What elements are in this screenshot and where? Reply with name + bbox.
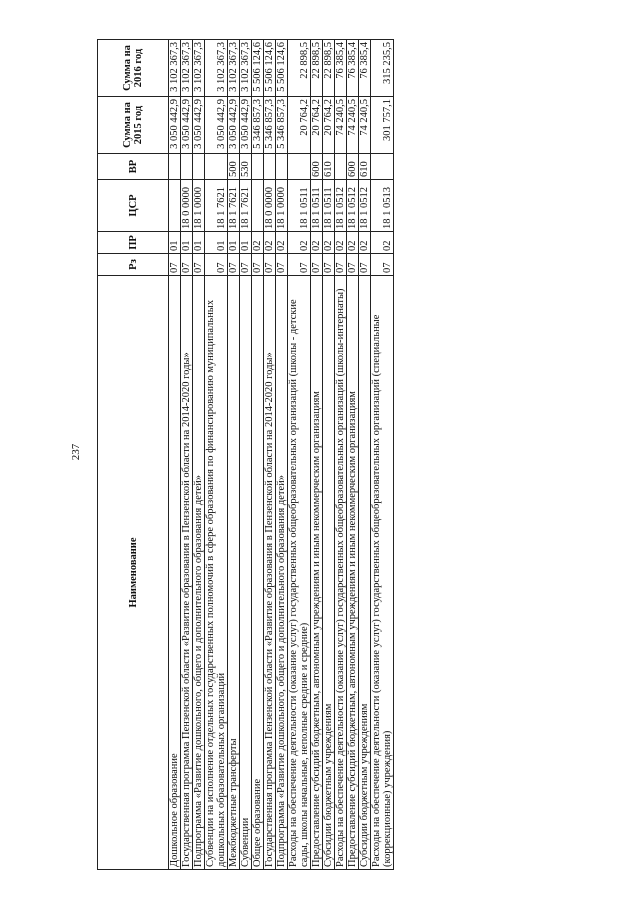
cell-rz: 07 bbox=[371, 254, 394, 276]
cell-name: Подпрограмма «Развитие дошкольного, общего и дополнительного образования детей» bbox=[193, 276, 205, 870]
cell-vr bbox=[205, 154, 228, 180]
cell-csr bbox=[252, 180, 264, 232]
cell-sum-2016: 76 385,4 bbox=[335, 40, 347, 97]
cell-vr: 530 bbox=[240, 154, 252, 180]
cell-pr: 01 bbox=[205, 232, 228, 254]
cell-sum-2015: 20 764,2 bbox=[288, 97, 311, 154]
cell-csr: 18 1 0000 bbox=[276, 180, 288, 232]
cell-rz: 07 bbox=[252, 254, 264, 276]
cell-sum-2016: 315 235,5 bbox=[371, 40, 394, 97]
cell-sum-2015: 3 050 442,9 bbox=[181, 97, 193, 154]
table-row bbox=[228, 40, 240, 870]
header-sum-2015: Сумма на 2015 год bbox=[98, 97, 169, 154]
cell-rz: 07 bbox=[276, 254, 288, 276]
cell-rz: 07 bbox=[288, 254, 311, 276]
cell-rz: 07 bbox=[228, 254, 240, 276]
cell-csr: 18 0 0000 bbox=[264, 180, 276, 232]
cell-csr: 18 0 0000 bbox=[181, 180, 193, 232]
cell-rz: 07 bbox=[347, 254, 359, 276]
cell-sum-2016: 3 102 367,3 bbox=[205, 40, 228, 97]
cell-pr: 02 bbox=[335, 232, 347, 254]
cell-sum-2016: 3 102 367,3 bbox=[193, 40, 205, 97]
cell-sum-2015: 3 050 442,9 bbox=[228, 97, 240, 154]
cell-pr: 01 bbox=[228, 232, 240, 254]
cell-sum-2015: 74 240,5 bbox=[335, 97, 347, 154]
cell-rz: 07 bbox=[264, 254, 276, 276]
table-row bbox=[347, 40, 359, 870]
table-row bbox=[193, 40, 205, 870]
table-body bbox=[169, 40, 394, 870]
cell-csr: 18 1 0512 bbox=[359, 180, 371, 232]
rotated-table-container bbox=[97, 40, 394, 870]
cell-rz: 07 bbox=[169, 254, 181, 276]
cell-name: Субвенции bbox=[240, 276, 252, 870]
cell-rz: 07 bbox=[240, 254, 252, 276]
cell-csr: 18 1 0512 bbox=[347, 180, 359, 232]
header-rz: Рз bbox=[98, 254, 169, 276]
cell-csr: 18 1 0513 bbox=[371, 180, 394, 232]
table-header-row bbox=[98, 40, 169, 870]
header-csr: ЦСР bbox=[98, 180, 169, 232]
table-row bbox=[323, 40, 335, 870]
table-row bbox=[181, 40, 193, 870]
cell-name: Субсидии бюджетным учреждениям bbox=[359, 276, 371, 870]
header-sum-2016: Сумма на 2016 год bbox=[98, 40, 169, 97]
cell-vr bbox=[371, 154, 394, 180]
cell-csr: 18 1 7621 bbox=[205, 180, 228, 232]
cell-csr: 18 1 7621 bbox=[240, 180, 252, 232]
cell-sum-2015: 5 346 857,3 bbox=[276, 97, 288, 154]
cell-vr bbox=[276, 154, 288, 180]
cell-sum-2015: 74 240,5 bbox=[359, 97, 371, 154]
cell-name: Субвенции на исполнение отдельных государственных полномочий в сфере образования по финансированию муниципальных дошкольных образовательных организаций bbox=[205, 276, 228, 870]
cell-pr: 02 bbox=[264, 232, 276, 254]
cell-pr: 02 bbox=[347, 232, 359, 254]
cell-pr: 02 bbox=[323, 232, 335, 254]
cell-vr bbox=[169, 154, 181, 180]
cell-name: Расходы на обеспечение деятельности (оказание услуг) государственных общеобразовательных организаций (специальные (коррекционные) учреждения) bbox=[371, 276, 394, 870]
cell-pr: 01 bbox=[240, 232, 252, 254]
cell-vr: 610 bbox=[359, 154, 371, 180]
cell-name: Субсидии бюджетным учреждениям bbox=[323, 276, 335, 870]
cell-sum-2016: 22 898,5 bbox=[323, 40, 335, 97]
cell-name: Предоставление субсидий бюджетным, автономным учреждениям и иным некоммерческим организациям bbox=[311, 276, 323, 870]
cell-name: Межбюджетные трансферты bbox=[228, 276, 240, 870]
cell-pr: 02 bbox=[252, 232, 264, 254]
cell-csr: 18 1 7621 bbox=[228, 180, 240, 232]
cell-rz: 07 bbox=[335, 254, 347, 276]
cell-pr: 02 bbox=[311, 232, 323, 254]
cell-sum-2016: 76 385,4 bbox=[359, 40, 371, 97]
table-row bbox=[205, 40, 228, 870]
cell-name: Государственная программа Пензенской области «Развитие образования в Пензенской области на 2014-2020 годы» bbox=[264, 276, 276, 870]
table-row bbox=[252, 40, 264, 870]
cell-sum-2016: 76 385,4 bbox=[347, 40, 359, 97]
cell-vr bbox=[288, 154, 311, 180]
page-number: 237 bbox=[70, 443, 82, 461]
header-name: Наименование bbox=[98, 276, 169, 870]
cell-csr: 18 1 0511 bbox=[288, 180, 311, 232]
cell-rz: 07 bbox=[205, 254, 228, 276]
cell-csr: 18 1 0512 bbox=[335, 180, 347, 232]
budget-table bbox=[97, 39, 394, 870]
header-pr: ПР bbox=[98, 232, 169, 254]
cell-pr: 01 bbox=[181, 232, 193, 254]
cell-vr bbox=[264, 154, 276, 180]
cell-sum-2015: 5 346 857,3 bbox=[264, 97, 276, 154]
cell-sum-2016: 22 898,5 bbox=[311, 40, 323, 97]
cell-sum-2015: 20 764,2 bbox=[323, 97, 335, 154]
cell-name: Расходы на обеспечение деятельности (оказание услуг) государственных общеобразовательных организаций (школы-интернаты) bbox=[335, 276, 347, 870]
cell-name: Предоставление субсидий бюджетным, автономным учреждениям и иным некоммерческим организациям bbox=[347, 276, 359, 870]
cell-pr: 01 bbox=[169, 232, 181, 254]
cell-sum-2016: 3 102 367,3 bbox=[240, 40, 252, 97]
cell-vr: 500 bbox=[228, 154, 240, 180]
cell-sum-2016: 3 102 367,3 bbox=[228, 40, 240, 97]
table-row bbox=[311, 40, 323, 870]
cell-rz: 07 bbox=[193, 254, 205, 276]
cell-name: Общее образование bbox=[252, 276, 264, 870]
cell-sum-2015: 3 050 442,9 bbox=[240, 97, 252, 154]
cell-rz: 07 bbox=[181, 254, 193, 276]
table-row bbox=[240, 40, 252, 870]
cell-sum-2015: 74 240,5 bbox=[347, 97, 359, 154]
cell-csr bbox=[169, 180, 181, 232]
header-vr: ВР bbox=[98, 154, 169, 180]
cell-sum-2015: 3 050 442,9 bbox=[205, 97, 228, 154]
table-row bbox=[359, 40, 371, 870]
cell-name: Государственная программа Пензенской области «Развитие образования в Пензенской области на 2014-2020 годы» bbox=[181, 276, 193, 870]
cell-pr: 02 bbox=[276, 232, 288, 254]
table-row bbox=[264, 40, 276, 870]
cell-csr: 18 1 0511 bbox=[311, 180, 323, 232]
cell-vr: 600 bbox=[311, 154, 323, 180]
cell-pr: 02 bbox=[371, 232, 394, 254]
cell-sum-2015: 301 757,1 bbox=[371, 97, 394, 154]
cell-rz: 07 bbox=[359, 254, 371, 276]
cell-rz: 07 bbox=[311, 254, 323, 276]
cell-vr bbox=[181, 154, 193, 180]
cell-sum-2016: 5 506 124,6 bbox=[252, 40, 264, 97]
cell-pr: 02 bbox=[359, 232, 371, 254]
cell-vr bbox=[193, 154, 205, 180]
cell-pr: 01 bbox=[193, 232, 205, 254]
cell-csr: 18 1 0000 bbox=[193, 180, 205, 232]
table-row bbox=[371, 40, 394, 870]
cell-vr bbox=[335, 154, 347, 180]
cell-sum-2016: 5 506 124,6 bbox=[264, 40, 276, 97]
cell-name: Дошкольное образование bbox=[169, 276, 181, 870]
cell-sum-2016: 3 102 367,3 bbox=[169, 40, 181, 97]
cell-sum-2016: 5 506 124,6 bbox=[276, 40, 288, 97]
cell-sum-2016: 3 102 367,3 bbox=[181, 40, 193, 97]
cell-sum-2015: 3 050 442,9 bbox=[193, 97, 205, 154]
table-row bbox=[335, 40, 347, 870]
cell-vr: 610 bbox=[323, 154, 335, 180]
cell-sum-2015: 3 050 442,9 bbox=[169, 97, 181, 154]
table-row bbox=[288, 40, 311, 870]
cell-sum-2015: 20 764,2 bbox=[311, 97, 323, 154]
cell-rz: 07 bbox=[323, 254, 335, 276]
cell-vr: 600 bbox=[347, 154, 359, 180]
cell-name: Расходы на обеспечение деятельности (оказание услуг) государственных общеобразовательных организаций (школы - детские сады, школы начальные, неполные средние и средние) bbox=[288, 276, 311, 870]
cell-name: Подпрограмма «Развитие дошкольного, общего и дополнительного образования детей» bbox=[276, 276, 288, 870]
cell-pr: 02 bbox=[288, 232, 311, 254]
table-row bbox=[169, 40, 181, 870]
cell-vr bbox=[252, 154, 264, 180]
table-row bbox=[276, 40, 288, 870]
cell-csr: 18 1 0511 bbox=[323, 180, 335, 232]
cell-sum-2016: 22 898,5 bbox=[288, 40, 311, 97]
cell-sum-2015: 5 346 857,3 bbox=[252, 97, 264, 154]
